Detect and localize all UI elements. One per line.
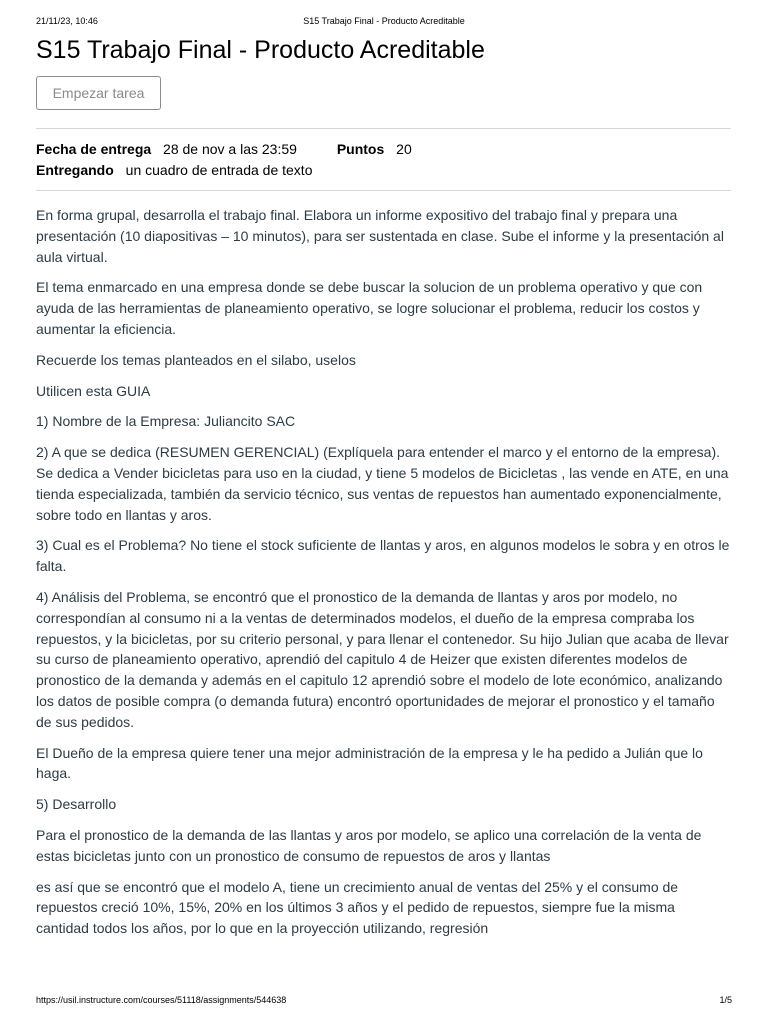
assignment-details: [36, 129, 731, 181]
assignment-description: [36, 191, 731, 939]
print-footer: [36, 995, 732, 1009]
description-paragraph: Para el pronostico de la demanda de las llantas y aros por modelo, se aplico una correlación de la venta de estas bicicletas junto con un pronostico de consumo de repuestos de aros y llantas: [36, 826, 702, 864]
submitting-label: Entregando: [36, 162, 114, 178]
print-datetime: 21/11/23, 10:46: [36, 16, 98, 26]
points-value: 20: [396, 141, 412, 157]
page-indicator: 1/5: [719, 995, 732, 1005]
details-row-submitting: [36, 160, 731, 181]
points-label: Puntos: [336, 141, 385, 157]
assignment-content: [36, 34, 731, 939]
description-paragraph: Utilicen esta GUIA: [36, 382, 151, 399]
description-paragraph: El Dueño de la empresa quiere tener una mejor administración de la empresa y le ha pedido a Julián que lo haga.: [36, 744, 703, 782]
description-paragraph: 4) Análisis del Problema, se encontró que el pronostico de la demanda de llantas y aros por modelo, no correspondían al consumo ni a la ventas de determinados modelos, el dueño de la empresa compraba los repuestos, y la bicicletas, por su criterio personal, y para llenar el contenedor. Su hijo Julian que acaba de llevar su curso de planeamiento operativo, aprendió del capitulo 4 de Heizer que existen diferentes modelos de pronostico de la demanda y además en el capitulo 12 aprendió sobre el modelo de lote económico, analizando los datos de posible compra (o demanda futura) encontró oportunidades de mejorar el pronostico y el tamaño de sus pedidos.: [36, 588, 729, 730]
details-row-due: [36, 139, 731, 160]
description-paragraph: 1) Nombre de la Empresa: Juliancito SAC: [36, 413, 296, 430]
assignment-title: S15 Trabajo Final - Producto Acreditable: [36, 36, 485, 64]
due-date-label: Fecha de entrega: [36, 141, 152, 157]
description-paragraph: Recuerde los temas planteados en el silabo, uselos: [36, 351, 356, 368]
description-paragraph: es así que se encontró que el modelo A, tiene un crecimiento anual de ventas del 25% y el consumo de repuestos creció 10%, 15%, 20% en los últimos 3 años y el pedido de repuestos, siempre fue la misma cantidad todos los años, por lo que en la proyección utilizando, regresión: [36, 878, 679, 937]
description-paragraph: En forma grupal, desarrolla el trabajo final. Elabora un informe expositivo del trabajo final y prepara una presentación (10 diapositivas – 10 minutos), para ser sustentada en clase. Sube el informe y la presentación al aula virtual.: [36, 207, 724, 265]
description-paragraph: 2) A que se dedica (RESUMEN GERENCIAL) (Explíquela para entender el marco y el entorno de la empresa). Se dedica a Vender bicicletas para uso en la ciudad, y tiene 5 modelos de Bicicletas , las vende en ATE, en una tienda especializada, también da servicio técnico, sus ventas de repuestos han aumentado exponencialmente, sobre todo en llantas y aros.: [36, 444, 729, 523]
print-page-title: S15 Trabajo Final - Producto Acreditable: [303, 16, 465, 26]
print-header: [36, 16, 732, 30]
submitting-value: un cuadro de entrada de texto: [125, 162, 313, 178]
due-date-value: 28 de nov a las 23:59: [163, 141, 297, 157]
print-url: https://usil.instructure.com/courses/51118/assignments/544638: [36, 995, 287, 1005]
description-paragraph: 3) Cual es el Problema? No tiene el stock suficiente de llantas y aros, en algunos modelos le sobra y en otros le falta.: [36, 537, 730, 575]
description-paragraph: El tema enmarcado en una empresa donde se debe buscar la solucion de un problema operativo y que con ayuda de las herramientas de planeamiento operativo, se logre solucionar el problema, reducir los costos y aumentar la eficiencia.: [36, 279, 703, 337]
start-assignment-button[interactable]: Empezar tarea: [36, 76, 161, 110]
description-paragraph: 5) Desarrollo: [36, 796, 117, 813]
